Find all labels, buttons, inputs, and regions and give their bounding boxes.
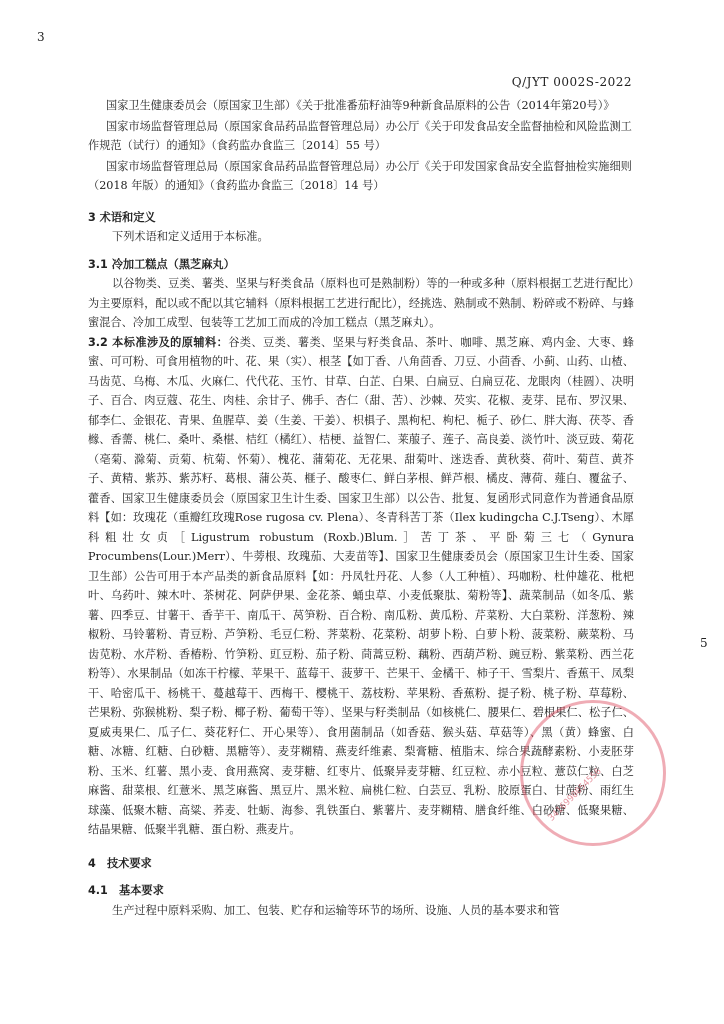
section-3-2-paragraph <box>88 333 634 840</box>
document-body <box>88 96 634 920</box>
standard-number: Q/JYT 0002S-2022 <box>511 75 632 89</box>
section-4-1-body: 生产过程中原料采购、加工、包装、贮存和运输等环节的场所、设施、人员的基本要求和管 <box>112 903 560 917</box>
section-3-intro: 下列术语和定义适用于本标准。 <box>112 230 269 243</box>
side-page-marker: 5 <box>700 636 708 650</box>
section-4-1-title: 4.1 基本要求 <box>88 884 164 897</box>
section-4-title: 4 技术要求 <box>88 856 152 870</box>
section-3-title: 3 术语和定义 <box>88 210 156 224</box>
reference-3: 国家市场监督管理总局（原国家食品药品监督管理总局）办公厅《关于印发国家食品安全监督抽检实施细则（2018 年版）的通知》（食药监办食监三〔2018〕14 号） <box>88 159 632 192</box>
seal-number: 3416990054556 <box>546 766 604 824</box>
section-3-1-title: 3.1 冷加工糕点（黑芝麻丸） <box>88 257 235 271</box>
section-3-2-body: 谷类、豆类、薯类、坚果与籽类食品、茶叶、咖啡、黑芝麻、鸡内金、大枣、蜂蜜、可可粉、可食用植物的叶、花、果（实）、根茎【如丁香、八角茴香、刀豆、小茴香、小蓟、山药、山楂、马齿苋、乌梅、木瓜、火麻仁、代代花、玉竹、甘草、白芷、白果、白扁豆、白扁豆花、龙眼肉（桂圆）、决明子、百合、肉豆蔻、花生、肉桂、余甘子、佛手、杏仁（甜、苦）、沙棘、芡实、花椒、麦芽、昆布、罗汉果、郁李仁、金银花、青果、鱼腥草、姜（生姜、干姜）、枳椇子、黑枸杞、枸杞、栀子、砂仁、胖大海、茯苓、香橼、香薷、桃仁、桑叶、桑椹、桔红（橘红）、桔梗、益智仁、莱菔子、莲子、高良姜、淡竹叶、淡豆豉、菊花（亳菊、滁菊、贡菊、杭菊、怀菊）、槐花、蒲菊花、无花果、甜菊叶、迷迭香、黄秋葵、荷叶、菊苣、黄芥子、黄精、紫苏、紫苏籽、葛根、蒲公英、榧子、酸枣仁、鲜白茅根、鲜芦根、橘皮、薄荷、薤白、覆盆子、藿香、国家卫生健康委员会（原国家卫生计生委、国家卫生部）以公告、批复、复函形式同意作为普通食品原料【如：玫瑰花（重瓣红玫瑰Rose rugosa cv. Plena）、冬青科苦丁茶（Ilex kudingcha C.J.Tseng）、木犀科粗壮女贞［Ligustrum robustum (Roxb.)Blum.］苦丁茶、平卧菊三七（Gynura Procumbens(Lour.)Merr）、牛蒡根、玫瑰茄、大麦苗等】、国家卫生健康委员会（原国家卫生计生委、国家卫生部）公告可用于本产品类的新食品原料【如：丹凤牡丹花、人参（人工种植）、玛咖粉、杜仲雄花、枇杷叶、乌药叶、辣木叶、茶树花、阿萨伊果、金花茶、蛹虫草、小麦低聚肽、菊粉等】、蔬菜制品（如冬瓜、紫薯、四季豆、甘薯干、香芋干、南瓜干、莴笋粉、百合粉、南瓜粉、黄瓜粉、芹菜粉、大白菜粉、洋葱粉、辣椒粉、马铃薯粉、青豆粉、芦笋粉、毛豆仁粉、荠菜粉、花菜粉、胡萝卜粉、白萝卜粉、菠菜粉、蕨菜粉、马齿苋粉、水芹粉、香椿粉、竹笋粉、豇豆粉、茄子粉、茼蒿豆粉、藕粉、西葫芦粉、豌豆粉、紫菜粉、西兰花粉等）、水果制品（如冻干柠檬、苹果干、蓝莓干、菠萝干、芒果干、金橘干、柿子干、雪梨片、香蕉干、凤梨干、哈密瓜干、杨桃干、蔓越莓干、西梅干、樱桃干、荔枝粉、苹果粉、香蕉粉、提子粉、桃子粉、草莓粉、芒果粉、弥猴桃粉、梨子粉、椰子粉、葡萄干等）、坚果与籽类制品（如核桃仁、腰果仁、碧根果仁、松子仁、夏威夷果仁、瓜子仁、葵花籽仁、开心果等）、食用菌制品（如香菇、猴头菇、草菇等）、黑（黄）蜂蜜、白糖、冰糖、红糖、白砂糖、黑糖等）、麦芽糊精、燕麦纤维素、梨膏糖、植脂末、综合果蔬酵素粉、小麦胚芽粉、玉米、红薯、黑小麦、食用燕窝、麦芽糖、红枣片、低聚异麦芽糖、红豆粒、赤小豆粒、薏苡仁粒、白芝麻酱、甜菜根、红薏米、黑芝麻酱、黑豆片、黑米粒、扁桃仁粒、白芸豆、乳粉、胶原蛋白、甘蔗粉、雨红生球藻、低聚木糖、高粱、荞麦、牡蛎、海参、乳铁蛋白、紫薯片、麦芽糊精、膳食纤维、白砂糖、低聚果糖、结晶果糖、低聚半乳糖、蛋白粉、燕麦片。 <box>88 335 634 836</box>
section-3-1-body: 以谷物类、豆类、薯类、坚果与籽类食品（原料也可是熟制粉）等的一种或多种（原料根据工艺进行配比）为主要原料，配以或不配以其它辅料（原料根据工艺进行配比），经挑选、熟制或不熟制、粉碎或不粉碎、与蜂蜜混合、冷加工成型、包装等工艺加工而成的冷加工糕点（黑芝麻丸）。 <box>88 277 634 329</box>
reference-2: 国家市场监督管理总局（原国家食品药品监督管理总局）办公厅《关于印发食品安全监督抽检和风险监测工作规范（试行）的通知》（食药监办食监三〔2014〕55 号） <box>88 119 632 152</box>
page-number: 3 <box>37 30 45 44</box>
reference-1: 国家卫生健康委员会（原国家卫生部）《关于批准番茄籽油等9种新食品原料的公告（2014年第20号）》 <box>106 99 615 112</box>
section-3-2-title: 3.2 本标准涉及的原辅料： <box>88 335 229 349</box>
